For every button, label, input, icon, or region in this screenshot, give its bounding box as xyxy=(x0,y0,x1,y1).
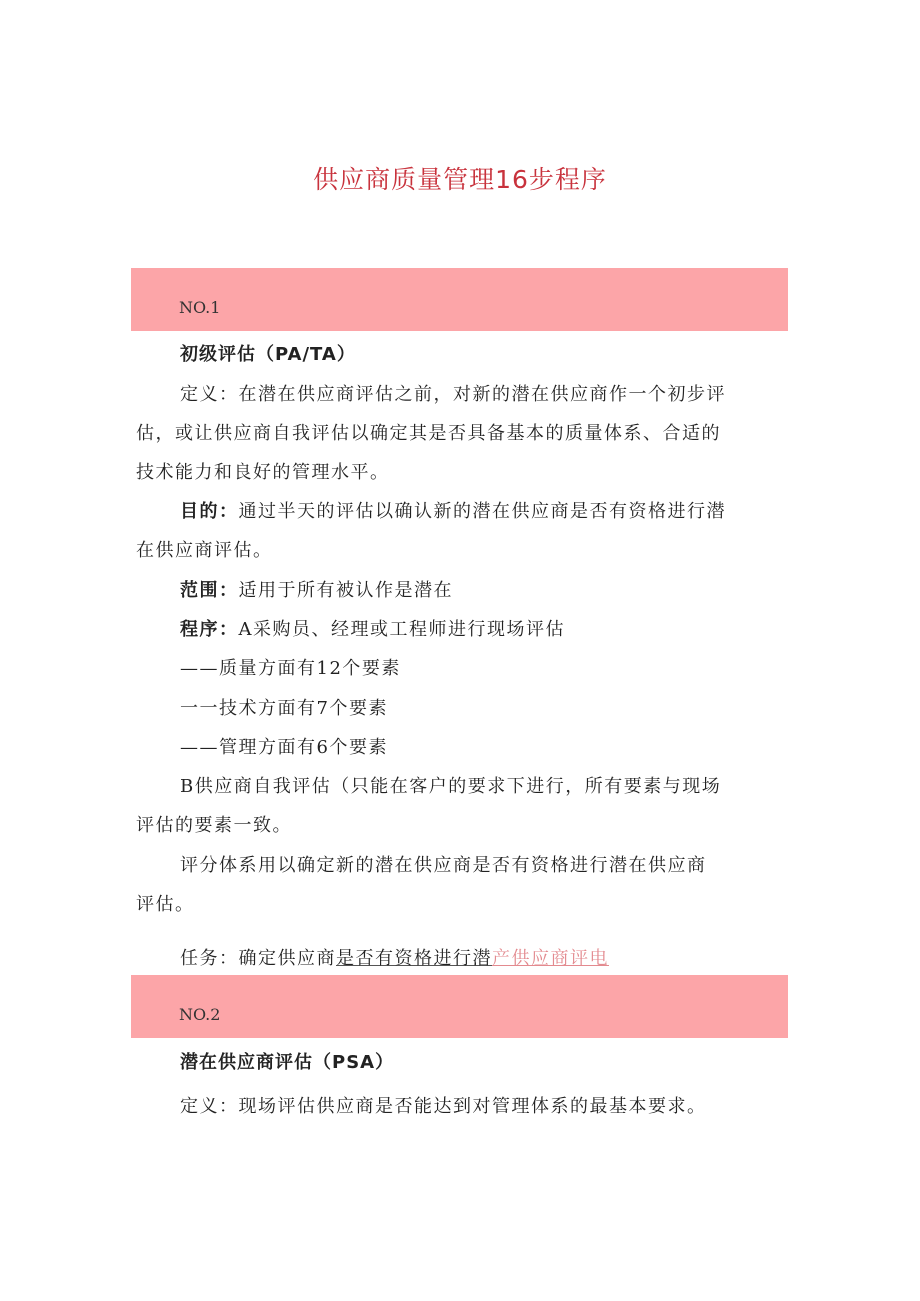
document-title: 供应商质量管理16步程序 xyxy=(313,165,607,194)
task-line xyxy=(180,947,609,971)
procedure-label: 程序： xyxy=(180,619,239,640)
self-eval-line-2: 评估的要素一致。 xyxy=(136,815,292,836)
purpose-line-2: 在供应商评估。 xyxy=(136,540,273,561)
purpose-label: 目的： xyxy=(180,501,239,522)
procedure-line xyxy=(180,618,565,642)
task-faded: 产供应商评电 xyxy=(492,948,609,969)
section-band-1 xyxy=(131,268,788,331)
section-band-2 xyxy=(131,975,788,1038)
definition-line-3: 技术能力和良好的管理水平。 xyxy=(136,462,390,483)
definition-line-2: 估，或让供应商自我评估以确定其是否具备基本的质量体系、合适的 xyxy=(136,423,721,444)
procedure-item-management: ——管理方面有6个要素 xyxy=(180,737,388,758)
section-number-2: NO.2 xyxy=(179,1005,221,1024)
self-eval-line-1: B供应商自我评估（只能在客户的要求下进行，所有要素与现场 xyxy=(180,776,722,797)
section-heading-1: 初级评估（PA/TA） xyxy=(180,344,356,365)
scope-label: 范围： xyxy=(180,580,239,601)
section-heading-2: 潜在供应商评估（PSA） xyxy=(180,1052,395,1073)
task-prefix: 任务：确定供应商 xyxy=(180,948,336,969)
scope-line xyxy=(180,579,453,603)
scoring-line-2: 评估。 xyxy=(136,894,195,915)
purpose-line-1 xyxy=(180,500,726,524)
procedure-item-quality: ——质量方面有12个要素 xyxy=(180,658,401,679)
scoring-line-1: 评分体系用以确定新的潜在供应商是否有资格进行潜在供应商 xyxy=(180,855,707,876)
section-number-1: NO.1 xyxy=(179,298,221,317)
procedure-text: A采购员、经理或工程师进行现场评估 xyxy=(238,619,565,640)
scope-text: 适用于所有被认作是潜在 xyxy=(238,580,453,601)
section2-definition: 定义：现场评估供应商是否能达到对管理体系的最基本要求。 xyxy=(180,1096,707,1117)
purpose-text-1: 通过半天的评估以确认新的潜在供应商是否有资格进行潜 xyxy=(238,501,726,522)
definition-line-1: 定义：在潜在供应商评估之前，对新的潜在供应商作一个初步评 xyxy=(180,384,726,405)
procedure-item-technical: 一一技术方面有7个要素 xyxy=(180,698,388,719)
task-underlined: 是否有资格进行潜 xyxy=(336,948,492,969)
